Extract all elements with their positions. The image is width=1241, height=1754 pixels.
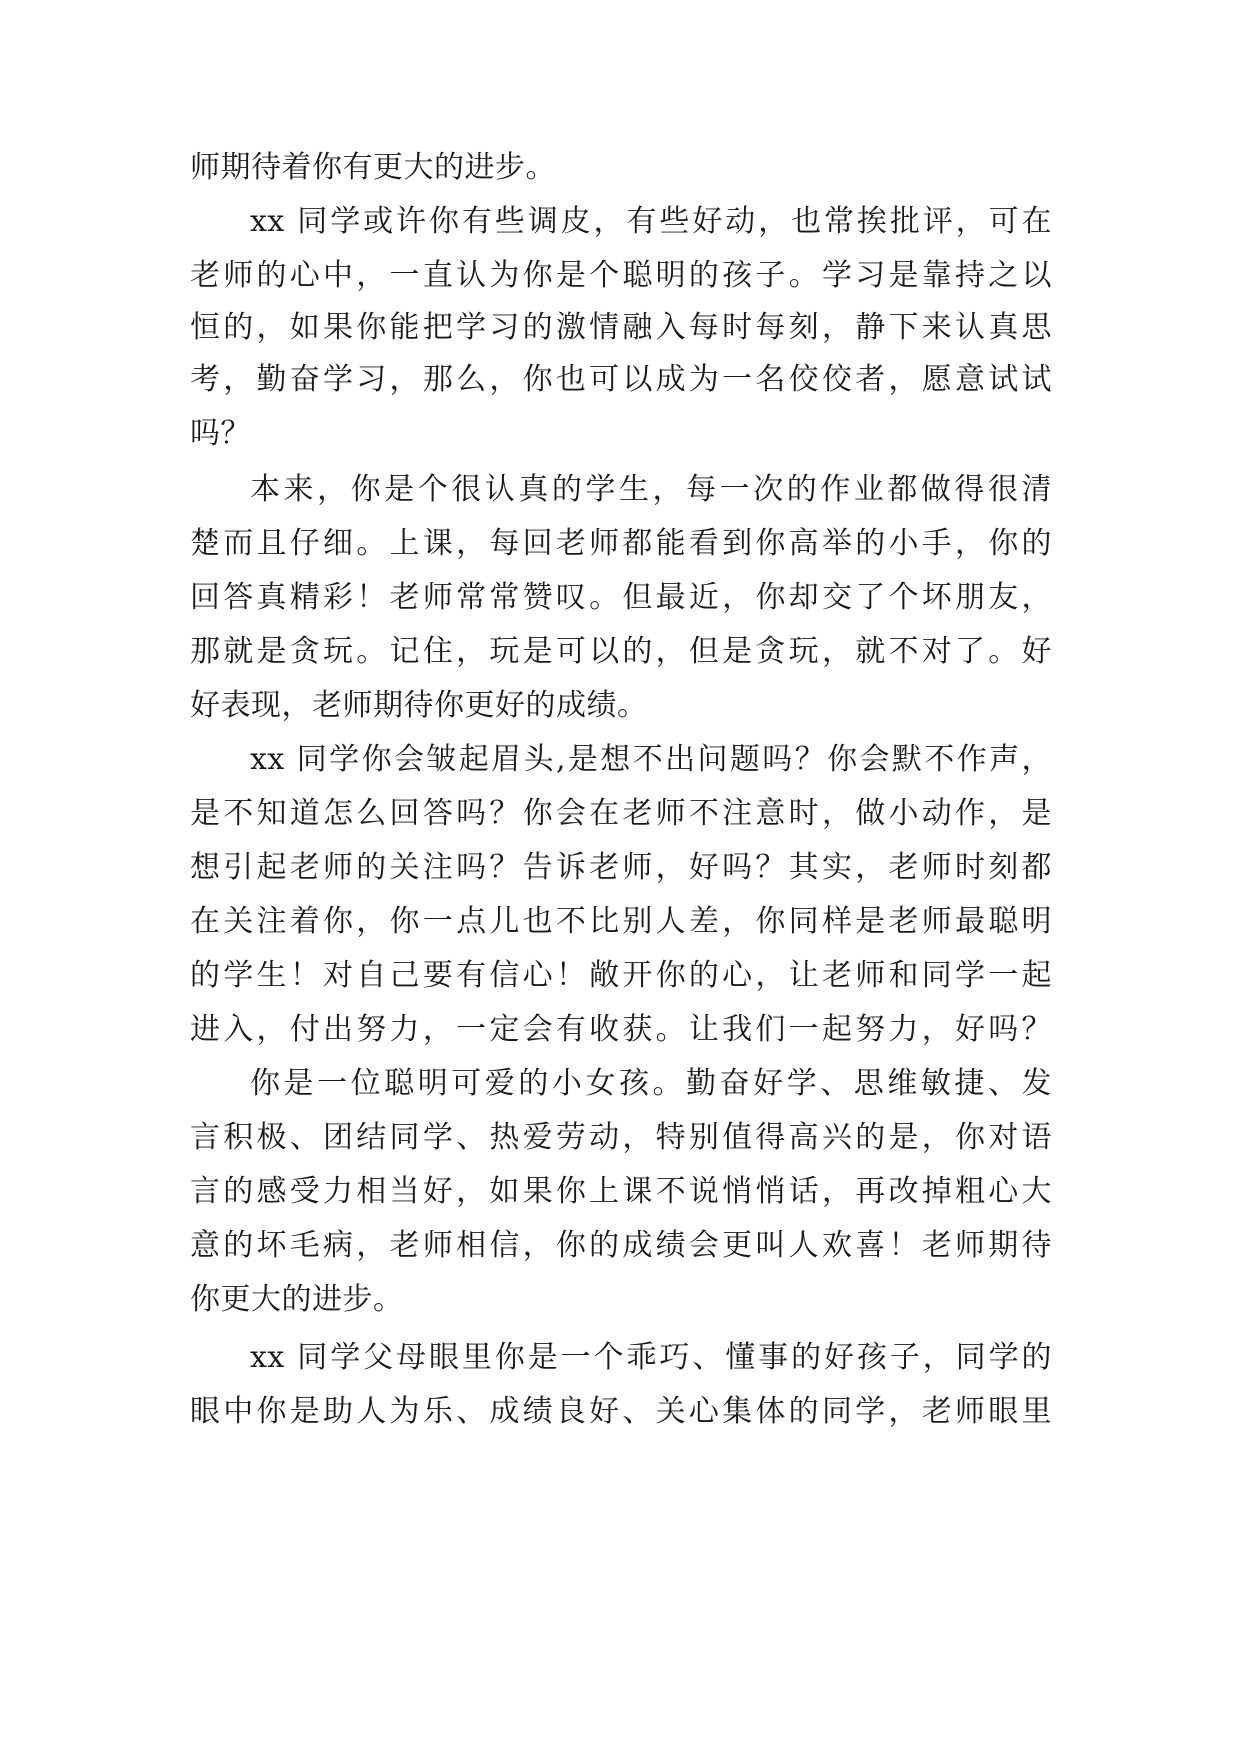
text-line: 你更大的进步。 — [190, 1282, 404, 1317]
text-line: 眼中你是助人为乐、成绩良好、关心集体的同学，老师眼里 — [190, 1394, 1052, 1429]
text-line: 是不知道怎么回答吗？你会在老师不注意时，做小动作，是 — [190, 796, 1052, 831]
text-line: 恒的，如果你能把学习的激情融入每时每刻，静下来认真思 — [190, 310, 1052, 345]
text-line: 那就是贪玩。记住，玩是可以的，但是贪玩，就不对了。好 — [190, 634, 1052, 669]
text-line: 老师的心中，一直认为你是个聪明的孩子。学习是靠持之以 — [190, 258, 1052, 293]
paragraph-first-line: xx 同学或许你有些调皮，有些好动，也常挨批评，可在 — [250, 204, 1052, 239]
text-line: 回答真精彩！老师常常赞叹。但最近，你却交了个坏朋友， — [190, 580, 1052, 615]
paragraph-first-line: 本来，你是个很认真的学生，每一次的作业都做得很清 — [250, 472, 1052, 507]
text-line: 言积极、团结同学、热爱劳动，特别值得高兴的是，你对语 — [190, 1120, 1052, 1155]
paragraph-first-line: xx 同学你会皱起眉头,是想不出问题吗？你会默不作声， — [250, 742, 1052, 777]
text-line: 考，勤奋学习，那么，你也可以成为一名佼佼者，愿意试试 — [190, 362, 1052, 397]
text-line: 的学生！对自己要有信心！敞开你的心，让老师和同学一起 — [190, 958, 1052, 993]
text-line: 好表现，老师期待你更好的成绩。 — [190, 688, 648, 723]
text-line: 想引起老师的关注吗？告诉老师，好吗？其实，老师时刻都 — [190, 850, 1052, 885]
text-line: 楚而且仔细。上课，每回老师都能看到你高举的小手，你的 — [190, 526, 1052, 561]
text-line: 在关注着你，你一点儿也不比别人差，你同样是老师最聪明 — [190, 904, 1052, 939]
text-line: 师期待着你有更大的进步。 — [190, 150, 556, 185]
paragraph-first-line: 你是一位聪明可爱的小女孩。勤奋好学、思维敏捷、发 — [250, 1066, 1052, 1101]
text-line: 意的坏毛病，老师相信，你的成绩会更叫人欢喜！老师期待 — [190, 1228, 1052, 1263]
paragraph-first-line: xx 同学父母眼里你是一个乖巧、懂事的好孩子，同学的 — [250, 1340, 1052, 1375]
text-line: 吗？ — [190, 416, 251, 451]
text-line: 言的感受力相当好，如果你上课不说悄悄话，再改掉粗心大 — [190, 1174, 1052, 1209]
text-line: 进入，付出努力，一定会有收获。让我们一起努力，好吗？ — [190, 1012, 1052, 1047]
